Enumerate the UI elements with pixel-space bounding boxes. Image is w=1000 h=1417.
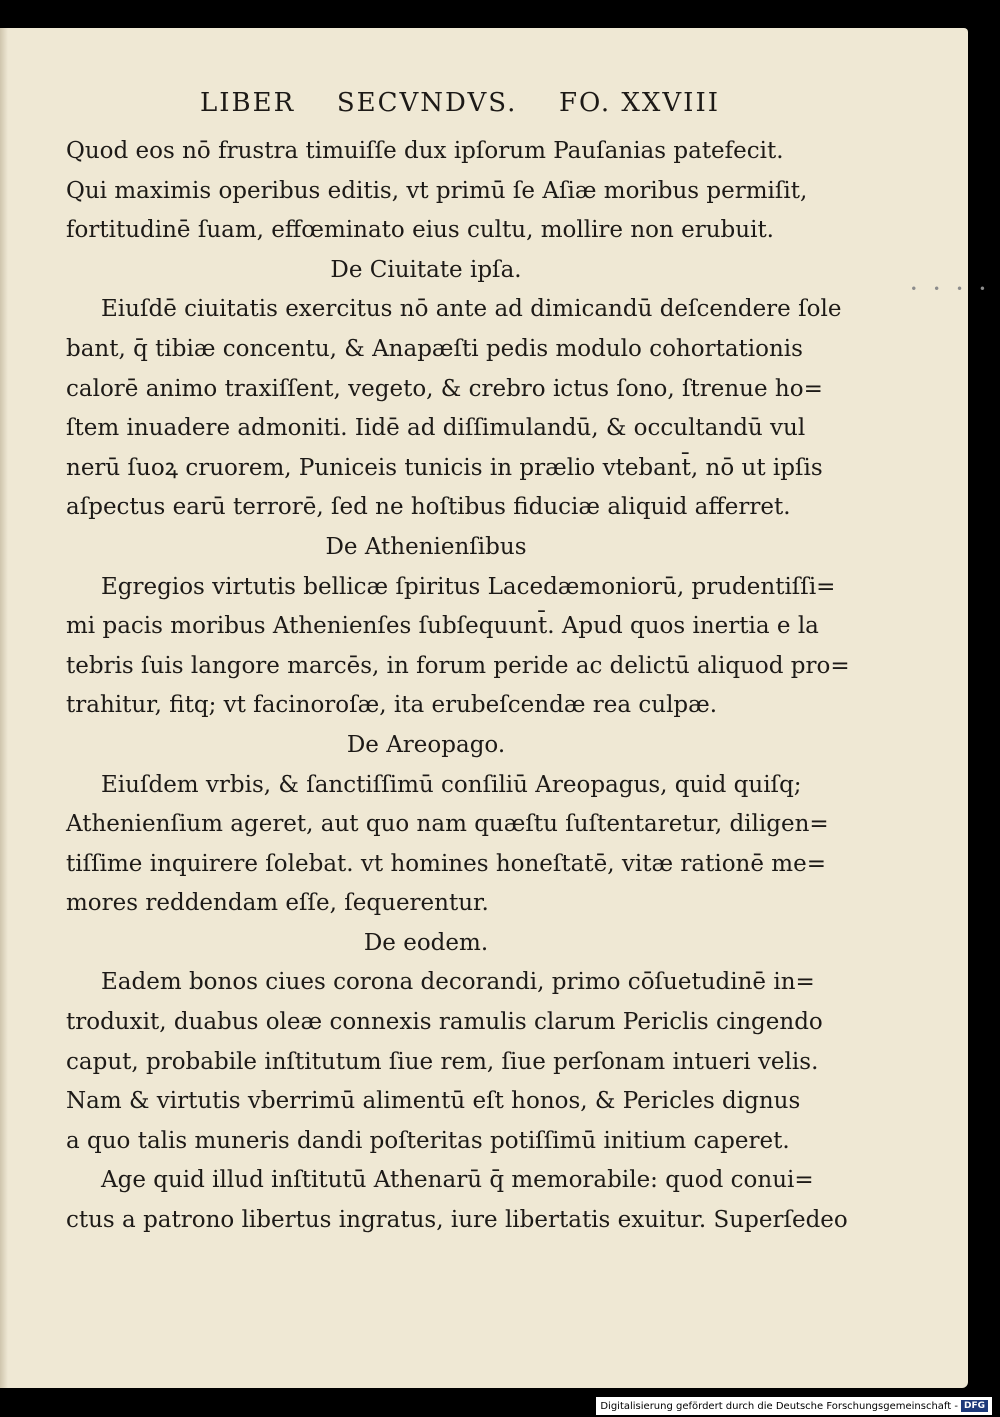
text-line: tebris ſuis langore marcēs, in forum peride ac delictū aliquod pro= [66,652,850,679]
text-line: aſpectus earū terrorē, ſed ne hoſtibus fiduciæ aliquid afferret. [66,494,791,521]
text-line: troduxit, duabus oleæ connexis ramulis clarum Periclis cingendo [66,1009,823,1036]
text-line: tiſſime inquirere ſolebat. vt homines honeſtatē, vitæ rationē me= [66,850,826,877]
header-folio: FO. XXVIII [559,88,720,118]
header-secundus: SECVNDVS. [336,88,518,118]
text-line: ctus a patrono libertus ingratus, iure libertatis exuitur. Superſedeo [66,1207,848,1234]
header-liber: LIBER [200,88,296,118]
text-line: a quo talis muneris dandi poſteritas potiſſimū initium caperet. [66,1127,790,1154]
text-line: mi pacis moribus Athenienſes ſubſequunt̄. Apud quos inertia e la [66,613,819,640]
text-line: nerū ſuoꝝ cruorem, Puniceis tunicis in prælio vtebant̄, nō ut ipſis [66,454,823,481]
digitization-credit [596,1397,992,1415]
section-heading: De Athenienſibus [325,533,527,560]
text-line: trahitur, fitq; vt facinoroſæ, ita erubeſcendæ rea culpæ. [66,692,718,719]
text-line: Quod eos nō frustra timuiſſe dux ipſorum Pauſanias patefecit. [66,138,784,164]
text-line: Eiuſdē ciuitatis exercitus nō ante ad dimicandū deſcendere ſole [101,296,842,323]
text-line: Athenienſium ageret, aut quo nam quæſtu ſuſtentaretur, diligen= [66,811,829,838]
section-heading: De eodem. [363,929,489,956]
section-heading: De Areopago. [346,731,506,758]
text-line: Age quid illud inſtitutū Athenarū q̄ memorabile: quod conui= [101,1167,814,1194]
section-heading: De Ciuitate ipſa. [330,256,522,283]
scan-edge-dots: • • • • [910,282,992,296]
text-line: caput, probabile inſtitutum ſiue rem, ſiue perſonam intueri velis. [66,1048,819,1075]
text-line: mores reddendam eſſe, ſequerentur. [66,890,489,917]
text-line: fortitudinē ſuam, effœminato eius cultu, mollire non erubuit. [66,217,774,244]
text-line: Qui maximis operibus editis, vt primū ſe Aſiæ moribus permiſit, [66,177,808,204]
text-line: Nam & virtutis vberrimū alimentū eſt honos, & Pericles dignus [66,1088,801,1115]
text-line: ſtem inuadere admoniti. Iidē ad diſſimulandū, & occultandū vul [66,415,806,442]
running-header [200,88,720,118]
credit-text: Digitalisierung gefördert durch die Deutsche Forschungsgemeinschaft - [600,1400,958,1412]
text-line: calorē animo traxiſſent, vegeto, & crebro ictus ſono, ſtrenue ho= [66,375,823,402]
page-text [66,132,850,1241]
page-binding-edge [0,28,8,1388]
text-line: Eiuſdem vrbis, & ſanctiſſimū conſiliū Areopagus, quid quiſq; [101,771,802,798]
text-line: Egregios virtutis bellicæ ſpiritus Lacedæmoniorū, prudentiſſi= [101,573,836,600]
text-line: Eadem bonos ciues corona decorandi, primo cōſuetudinē in= [101,969,815,996]
book-page [0,28,968,1388]
dfg-logo: DFG [961,1400,988,1412]
text-line: bant, q̄ tibiæ concentu, & Anapæſti pedis modulo cohortationis [66,335,803,362]
